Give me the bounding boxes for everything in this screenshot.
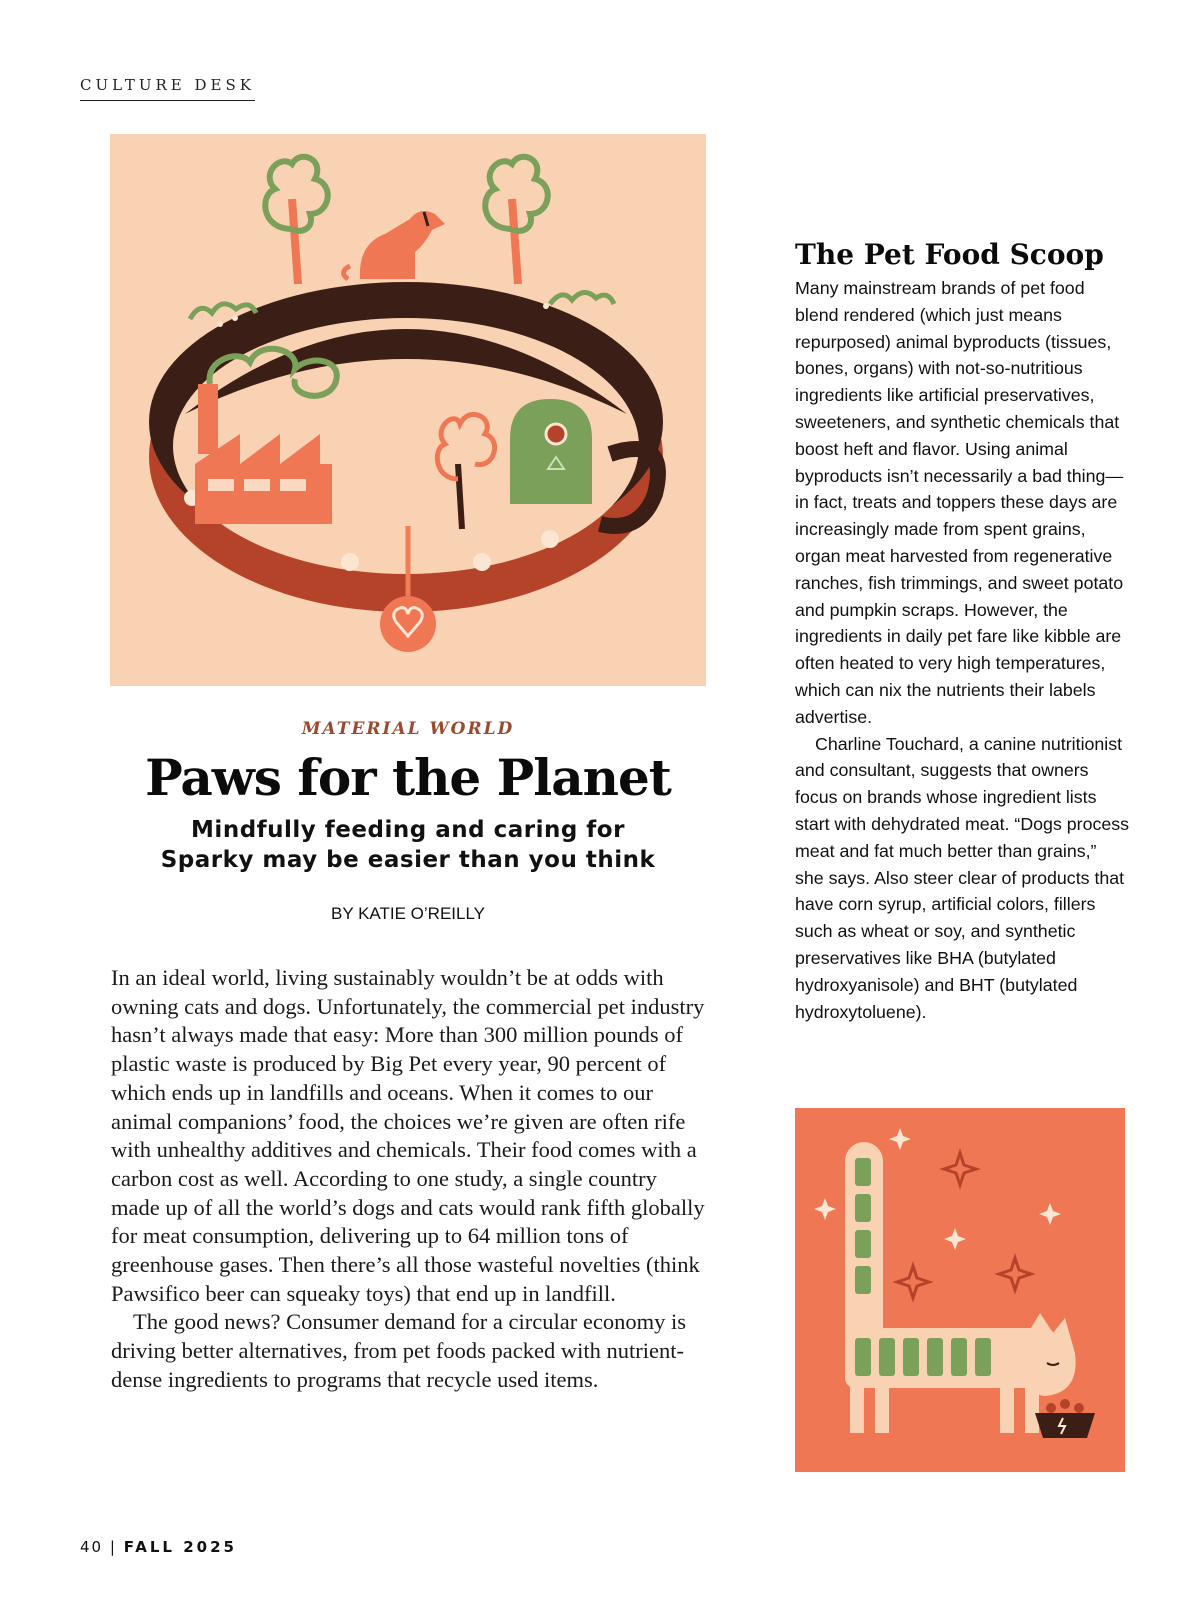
page-footer (80, 1538, 237, 1556)
sidebar-paragraph: Charline Touchard, a canine nutritionist and consultant, suggests that owners focus on brands whose ingredient lists start with dehydrated meat. “Dogs process meat and fat much better than grains,” she says. Also steer clear of products that have corn syrup, artificial colors, fillers such as wheat or soy, and synthetic preservatives like BHA (butylated hydroxyanisole) and BHT (butylated hydroxytoluene). (795, 733, 1130, 1022)
page-number: 40 (80, 1538, 104, 1556)
sidebar-body (795, 275, 1130, 1025)
body-paragraph: The good news? Consumer demand for a circular economy is driving better alternatives, from pet foods packed with nutrient-dense ingredients to programs that recycle used items. (111, 1309, 686, 1392)
hero-illustration (110, 134, 706, 686)
article-kicker: MATERIAL WORLD (301, 719, 515, 739)
article-byline: BY KATIE O’REILLY (330, 904, 485, 923)
body-paragraph: In an ideal world, living sustainably wouldn’t be at odds with owning cats and dogs. Unfortunately, the commercial pet industry hasn’t always made that easy: More than 300 million pounds of plastic waste is produced by Big Pet every year, 90 percent of which ends up in landfills and oceans. When it comes to our animal companions’ food, the choices we’re given are often rife with unhealthy additives and chemicals. Their food comes with a carbon cost as well. According to one study, a single country made up of all the world’s dogs and cats would rank fifth globally for meat consumption, delivering up to 64 million tons of greenhouse gases. Then there’s all those wasteful novelties (think Pawsifico beer can squeaky toys) that end up in landfill. (111, 965, 705, 1306)
cat-illustration (795, 1108, 1125, 1472)
issue-label: FALL 2025 (123, 1538, 237, 1556)
article-body (111, 964, 711, 1395)
article-subhead (110, 815, 706, 875)
subhead-line: Mindfully feeding and caring for (191, 817, 625, 843)
sidebar-title: The Pet Food Scoop (795, 238, 1104, 271)
article-headline: Paws for the Planet (145, 748, 671, 807)
footer-separator: | (109, 1538, 117, 1556)
sidebar-paragraph: Many mainstream brands of pet food blend rendered (which just means repurposed) animal byproducts (tissues, bones, organs) with not-so-nutritious ingredients like artificial preservatives, sweeteners, and synthetic chemicals that boost heft and flavor. Using animal byproducts isn’t necessarily a bad thing—in fact, treats and toppers these days are increasingly made from spent grains, organ meat harvested from regenerative ranches, fish trimmings, and sweet potato and pumpkin scraps. However, the ingredients in daily pet fare like kibble are often heated to very high temperatures, which can nix the nutrients their labels advertise. (795, 278, 1124, 727)
subhead-line: Sparky may be easier than you think (160, 847, 656, 873)
section-label: CULTURE DESK (80, 76, 255, 101)
